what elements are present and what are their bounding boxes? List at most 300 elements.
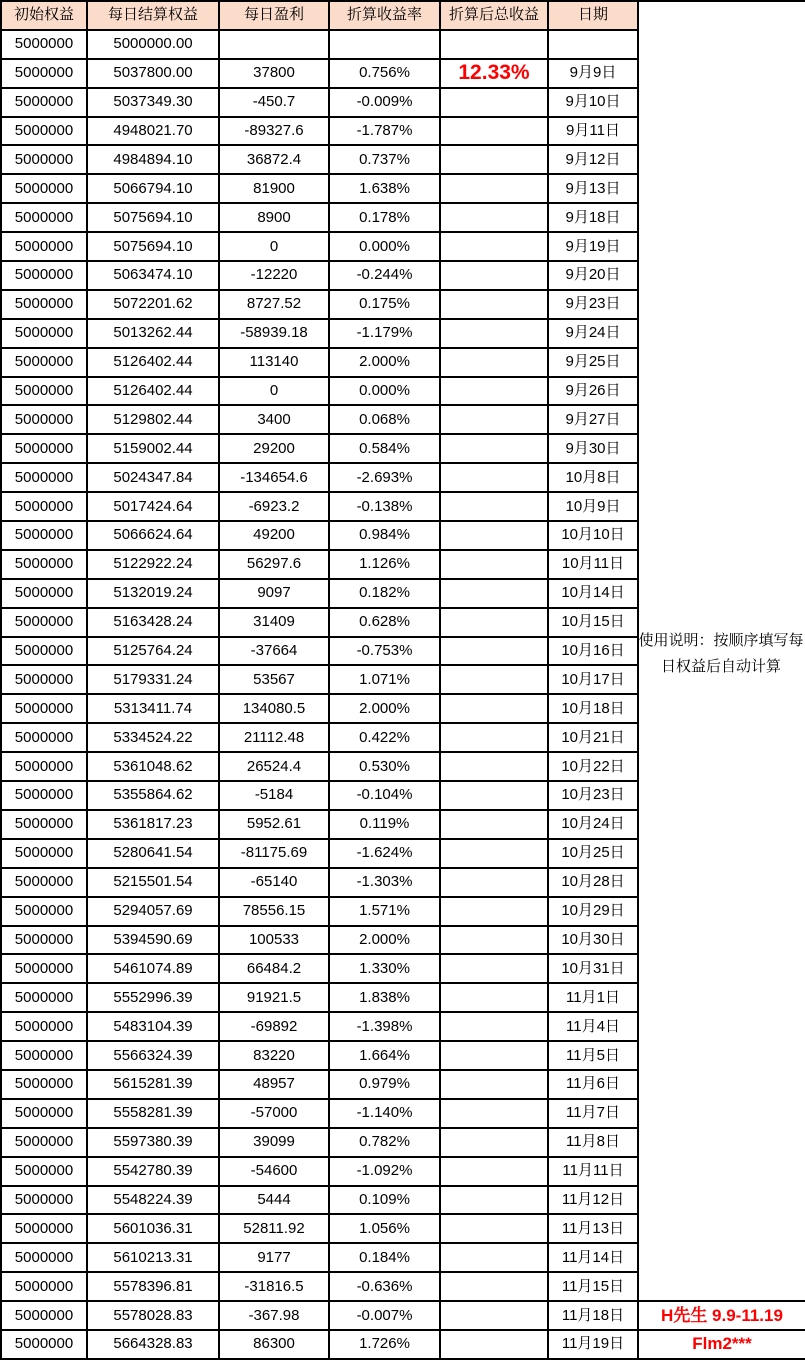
table-cell[interactable]: 9月9日 (548, 59, 638, 88)
table-cell[interactable]: 5000000 (1, 174, 87, 203)
table-cell[interactable]: 10月9日 (548, 492, 638, 521)
table-cell[interactable] (440, 868, 548, 897)
table-cell[interactable]: 5037800.00 (87, 59, 219, 88)
table-cell[interactable]: 5000000 (1, 290, 87, 319)
table-cell[interactable]: 5000000 (1, 839, 87, 868)
table-cell[interactable]: 5075694.10 (87, 232, 219, 261)
table-cell[interactable]: 31409 (219, 608, 329, 637)
table-cell[interactable] (440, 1128, 548, 1157)
table-cell[interactable]: 5000000 (1, 261, 87, 290)
table-row (1, 319, 805, 348)
table-cell[interactable]: 0.068% (329, 405, 440, 434)
table-cell[interactable]: -12220 (219, 261, 329, 290)
table-cell[interactable]: -450.7 (219, 88, 329, 117)
table-cell[interactable]: 0.178% (329, 203, 440, 232)
table-cell[interactable]: 52811.92 (219, 1214, 329, 1243)
table-cell[interactable]: 5000000 (1, 377, 87, 406)
table-cell[interactable]: 9月12日 (548, 145, 638, 174)
table-cell[interactable]: 5000000 (1, 88, 87, 117)
table-cell[interactable]: 5126402.44 (87, 348, 219, 377)
table-cell[interactable]: -69892 (219, 1012, 329, 1041)
table-cell[interactable] (440, 1041, 548, 1070)
table-cell[interactable]: 0.184% (329, 1243, 440, 1272)
table-cell[interactable]: 5063474.10 (87, 261, 219, 290)
table-cell[interactable]: -1.787% (329, 117, 440, 146)
table-cell[interactable]: 2.000% (329, 926, 440, 955)
table-cell[interactable]: 5000000 (1, 1243, 87, 1272)
table-cell[interactable]: -31816.5 (219, 1272, 329, 1301)
table-cell[interactable]: 10月29日 (548, 897, 638, 926)
table-cell[interactable]: 0.530% (329, 752, 440, 781)
table-cell[interactable]: 11月12日 (548, 1186, 638, 1215)
table-cell[interactable]: 5000000 (1, 1272, 87, 1301)
table-cell[interactable]: 3400 (219, 405, 329, 434)
right-region-cell (638, 88, 805, 117)
table-cell[interactable]: 0.584% (329, 434, 440, 463)
table-cell[interactable]: 0.979% (329, 1070, 440, 1099)
table-cell[interactable]: 11月6日 (548, 1070, 638, 1099)
table-cell[interactable] (440, 954, 548, 983)
table-cell[interactable]: 5294057.69 (87, 897, 219, 926)
table-cell[interactable]: 0.422% (329, 723, 440, 752)
table-cell[interactable]: 5126402.44 (87, 377, 219, 406)
table-cell[interactable]: 5000000 (1, 694, 87, 723)
table-cell[interactable]: 5000000 (1, 59, 87, 88)
table-cell[interactable] (440, 319, 548, 348)
table-cell[interactable]: 5017424.64 (87, 492, 219, 521)
right-region-cell (638, 377, 805, 406)
table-cell[interactable]: 10月8日 (548, 463, 638, 492)
table-row (1, 1012, 805, 1041)
table-cell[interactable]: 5129802.44 (87, 405, 219, 434)
table-cell[interactable]: 10月10日 (548, 521, 638, 550)
table-cell[interactable]: 5664328.83 (87, 1330, 219, 1359)
table-cell[interactable]: 0.984% (329, 521, 440, 550)
table-cell[interactable]: 9月11日 (548, 117, 638, 146)
table-cell[interactable]: 9月26日 (548, 377, 638, 406)
column-header[interactable]: 每日结算权益 (87, 1, 219, 30)
table-cell[interactable]: 5000000 (1, 723, 87, 752)
table-cell[interactable]: 5000000 (1, 868, 87, 897)
table-cell[interactable]: 2.000% (329, 348, 440, 377)
table-cell[interactable] (219, 30, 329, 59)
table-cell[interactable]: -6923.2 (219, 492, 329, 521)
table-cell[interactable]: 5578028.83 (87, 1301, 219, 1330)
table-cell[interactable]: 39099 (219, 1128, 329, 1157)
table-cell[interactable]: 5132019.24 (87, 579, 219, 608)
right-region-cell (638, 203, 805, 232)
table-cell[interactable]: 12.33% (440, 59, 548, 88)
table-cell[interactable] (440, 348, 548, 377)
table-cell[interactable]: 5066624.64 (87, 521, 219, 550)
table-cell[interactable]: 5280641.54 (87, 839, 219, 868)
table-cell[interactable]: 0.756% (329, 59, 440, 88)
column-header[interactable]: 日期 (548, 1, 638, 30)
table-cell[interactable]: 5952.61 (219, 810, 329, 839)
table-cell[interactable]: 4984894.10 (87, 145, 219, 174)
table-cell[interactable]: 5159002.44 (87, 434, 219, 463)
table-cell[interactable] (440, 897, 548, 926)
table-cell[interactable]: 5461074.89 (87, 954, 219, 983)
table-cell[interactable]: 5000000 (1, 579, 87, 608)
table-cell[interactable] (440, 145, 548, 174)
table-cell[interactable]: -5184 (219, 781, 329, 810)
table-cell[interactable]: 0.000% (329, 377, 440, 406)
right-region-cell (638, 463, 805, 492)
table-cell[interactable]: -1.179% (329, 319, 440, 348)
table-cell[interactable] (440, 723, 548, 752)
column-header[interactable]: 每日盈利 (219, 1, 329, 30)
right-region-cell (638, 1012, 805, 1041)
table-cell[interactable] (440, 203, 548, 232)
table-cell[interactable]: -0.753% (329, 637, 440, 666)
table-cell[interactable]: 81900 (219, 174, 329, 203)
table-cell[interactable]: 5597380.39 (87, 1128, 219, 1157)
table-cell[interactable]: -89327.6 (219, 117, 329, 146)
table-cell[interactable]: 1.638% (329, 174, 440, 203)
column-header[interactable]: 折算收益率 (329, 1, 440, 30)
table-cell[interactable]: 5000000 (1, 521, 87, 550)
table-cell[interactable]: -54600 (219, 1157, 329, 1186)
table-cell[interactable]: 5000000 (1, 405, 87, 434)
table-cell[interactable]: 5000000 (1, 1186, 87, 1215)
table-cell[interactable] (440, 781, 548, 810)
table-cell[interactable]: 5000000 (1, 983, 87, 1012)
table-cell[interactable]: 5542780.39 (87, 1157, 219, 1186)
table-cell[interactable]: 9月23日 (548, 290, 638, 319)
table-cell[interactable] (440, 405, 548, 434)
table-cell[interactable]: 1.664% (329, 1041, 440, 1070)
table-cell[interactable]: 9177 (219, 1243, 329, 1272)
table-row (1, 59, 805, 88)
table-cell[interactable]: 91921.5 (219, 983, 329, 1012)
table-cell[interactable]: 5000000 (1, 1214, 87, 1243)
table-cell[interactable]: 5558281.39 (87, 1099, 219, 1128)
table-cell[interactable]: 10月17日 (548, 665, 638, 694)
table-cell[interactable]: 5000000 (1, 810, 87, 839)
table-cell[interactable]: -0.138% (329, 492, 440, 521)
table-cell[interactable]: 5013262.44 (87, 319, 219, 348)
table-cell[interactable]: 5000000 (1, 550, 87, 579)
table-cell[interactable]: -37664 (219, 637, 329, 666)
table-cell[interactable]: 11月4日 (548, 1012, 638, 1041)
table-cell[interactable]: 0.000% (329, 232, 440, 261)
table-cell[interactable]: 5000000 (1, 665, 87, 694)
table-cell[interactable]: 5601036.31 (87, 1214, 219, 1243)
table-cell[interactable]: 0.628% (329, 608, 440, 637)
table-cell[interactable]: 9月20日 (548, 261, 638, 290)
table-cell[interactable]: 100533 (219, 926, 329, 955)
column-header[interactable]: 折算后总收益 (440, 1, 548, 30)
table-cell[interactable]: 11月15日 (548, 1272, 638, 1301)
table-cell[interactable] (440, 88, 548, 117)
table-cell[interactable] (440, 1301, 548, 1330)
table-cell[interactable] (548, 30, 638, 59)
table-cell[interactable]: 5444 (219, 1186, 329, 1215)
right-region-cell (638, 1041, 805, 1070)
table-cell[interactable]: 5610213.31 (87, 1243, 219, 1272)
table-cell[interactable] (440, 983, 548, 1012)
table-cell[interactable] (440, 694, 548, 723)
table-cell[interactable]: 0 (219, 377, 329, 406)
right-region-cell (638, 752, 805, 781)
table-cell[interactable]: 10月15日 (548, 608, 638, 637)
table-cell[interactable]: 11月14日 (548, 1243, 638, 1272)
owner-label[interactable]: H先生 9.9-11.19 (638, 1301, 805, 1330)
table-cell[interactable]: 5000000 (1, 117, 87, 146)
table-cell[interactable]: 5000000 (1, 492, 87, 521)
table-cell[interactable]: 9097 (219, 579, 329, 608)
table-cell[interactable]: 5122922.24 (87, 550, 219, 579)
right-region-cell (638, 723, 805, 752)
table-cell[interactable]: 9月30日 (548, 434, 638, 463)
table-row (1, 463, 805, 492)
table-cell[interactable]: 5000000 (1, 1012, 87, 1041)
table-cell[interactable]: 10月22日 (548, 752, 638, 781)
table-cell[interactable]: 5066794.10 (87, 174, 219, 203)
table-cell[interactable]: 10月11日 (548, 550, 638, 579)
table-cell[interactable] (440, 579, 548, 608)
table-cell[interactable] (440, 290, 548, 319)
table-cell[interactable]: 56297.6 (219, 550, 329, 579)
table-cell[interactable]: 5355864.62 (87, 781, 219, 810)
table-cell[interactable]: 5000000 (1, 897, 87, 926)
table-cell[interactable] (440, 1099, 548, 1128)
table-cell[interactable]: 10月28日 (548, 868, 638, 897)
right-region-cell (638, 1272, 805, 1301)
table-cell[interactable]: 1.726% (329, 1330, 440, 1359)
table-cell[interactable]: 10月31日 (548, 954, 638, 983)
table-cell[interactable]: 5000000 (1, 1301, 87, 1330)
table-cell[interactable] (440, 377, 548, 406)
table-cell[interactable] (440, 1157, 548, 1186)
table-cell[interactable]: 10月14日 (548, 579, 638, 608)
table-cell[interactable]: 5000000 (1, 319, 87, 348)
table-cell[interactable]: 1.571% (329, 897, 440, 926)
table-cell[interactable]: 11月8日 (548, 1128, 638, 1157)
table-cell[interactable]: 5000000 (1, 1041, 87, 1070)
table-cell[interactable]: 5163428.24 (87, 608, 219, 637)
table-cell[interactable]: 5000000 (1, 1330, 87, 1359)
table-cell[interactable]: 5037349.30 (87, 88, 219, 117)
table-cell[interactable]: 5072201.62 (87, 290, 219, 319)
table-cell[interactable]: 5548224.39 (87, 1186, 219, 1215)
table-cell[interactable]: 5000000 (1, 752, 87, 781)
table-cell[interactable]: 1.071% (329, 665, 440, 694)
table-cell[interactable]: 9月10日 (548, 88, 638, 117)
table-cell[interactable]: -1.303% (329, 868, 440, 897)
table-cell[interactable]: 5000000 (1, 1157, 87, 1186)
table-cell[interactable]: 5313411.74 (87, 694, 219, 723)
table-cell[interactable] (440, 839, 548, 868)
table-cell[interactable] (440, 492, 548, 521)
table-cell[interactable]: 5615281.39 (87, 1070, 219, 1099)
table-cell[interactable]: 11月13日 (548, 1214, 638, 1243)
table-cell[interactable]: 36872.4 (219, 145, 329, 174)
table-cell[interactable]: -57000 (219, 1099, 329, 1128)
table-cell[interactable] (440, 1214, 548, 1243)
table-cell[interactable]: 5000000 (1, 434, 87, 463)
table-cell[interactable] (440, 434, 548, 463)
table-cell[interactable] (440, 1070, 548, 1099)
table-cell[interactable]: 8900 (219, 203, 329, 232)
table-cell[interactable]: 10月25日 (548, 839, 638, 868)
table-cell[interactable] (440, 752, 548, 781)
table-cell[interactable]: -367.98 (219, 1301, 329, 1330)
table-cell[interactable]: 5125764.24 (87, 637, 219, 666)
table-cell[interactable]: 1.838% (329, 983, 440, 1012)
table-cell[interactable]: 0.737% (329, 145, 440, 174)
table-cell[interactable] (440, 117, 548, 146)
table-cell[interactable]: 0.119% (329, 810, 440, 839)
table-cell[interactable]: 11月7日 (548, 1099, 638, 1128)
table-cell[interactable]: 5000000 (1, 1099, 87, 1128)
table-cell[interactable] (440, 926, 548, 955)
table-cell[interactable]: -81175.69 (219, 839, 329, 868)
table-cell[interactable]: 134080.5 (219, 694, 329, 723)
table-cell[interactable]: 5483104.39 (87, 1012, 219, 1041)
table-cell[interactable] (440, 1330, 548, 1359)
table-cell[interactable]: 5000000 (1, 232, 87, 261)
table-cell[interactable]: 0.782% (329, 1128, 440, 1157)
table-cell[interactable]: 9月19日 (548, 232, 638, 261)
table-cell[interactable]: 5000000 (1, 1128, 87, 1157)
table-cell[interactable]: 5361048.62 (87, 752, 219, 781)
account-label[interactable]: Flm2*** (638, 1330, 805, 1359)
table-cell[interactable]: 1.056% (329, 1214, 440, 1243)
table-row (1, 174, 805, 203)
table-cell[interactable]: 5000000 (1, 926, 87, 955)
table-cell[interactable]: 5000000.00 (87, 30, 219, 59)
table-cell[interactable]: 11月19日 (548, 1330, 638, 1359)
table-cell[interactable] (440, 608, 548, 637)
table-cell[interactable] (440, 1243, 548, 1272)
table-cell[interactable] (329, 30, 440, 59)
table-cell[interactable]: 9月27日 (548, 405, 638, 434)
table-cell[interactable] (440, 1186, 548, 1215)
table-cell[interactable] (440, 521, 548, 550)
table-cell[interactable] (440, 637, 548, 666)
table-cell[interactable]: -1.398% (329, 1012, 440, 1041)
table-cell[interactable]: 5000000 (1, 463, 87, 492)
table-cell[interactable] (440, 30, 548, 59)
table-cell[interactable]: 37800 (219, 59, 329, 88)
table-cell[interactable]: 66484.2 (219, 954, 329, 983)
table-cell[interactable]: -2.693% (329, 463, 440, 492)
table-cell[interactable]: -65140 (219, 868, 329, 897)
table-cell[interactable] (440, 665, 548, 694)
table-cell[interactable]: 5075694.10 (87, 203, 219, 232)
table-cell[interactable]: 2.000% (329, 694, 440, 723)
table-cell[interactable] (440, 463, 548, 492)
table-cell[interactable]: 10月18日 (548, 694, 638, 723)
table-cell[interactable]: -0.244% (329, 261, 440, 290)
table-cell[interactable]: 4948021.70 (87, 117, 219, 146)
table-cell[interactable] (440, 1272, 548, 1301)
table-cell[interactable]: 83220 (219, 1041, 329, 1070)
table-cell[interactable]: 8727.52 (219, 290, 329, 319)
table-cell[interactable]: -1.092% (329, 1157, 440, 1186)
table-cell[interactable]: 78556.15 (219, 897, 329, 926)
table-cell[interactable]: 10月23日 (548, 781, 638, 810)
table-cell[interactable]: 26524.4 (219, 752, 329, 781)
table-cell[interactable]: 113140 (219, 348, 329, 377)
table-cell[interactable]: 5000000 (1, 348, 87, 377)
table-cell[interactable]: 5000000 (1, 30, 87, 59)
table-cell[interactable]: -0.007% (329, 1301, 440, 1330)
table-cell[interactable] (440, 261, 548, 290)
table-cell[interactable]: 5394590.69 (87, 926, 219, 955)
table-cell[interactable]: -0.636% (329, 1272, 440, 1301)
table-cell[interactable]: 10月16日 (548, 637, 638, 666)
table-cell[interactable]: 21112.48 (219, 723, 329, 752)
table-cell[interactable]: 0.182% (329, 579, 440, 608)
table-cell[interactable]: 5566324.39 (87, 1041, 219, 1070)
table-cell[interactable]: 0 (219, 232, 329, 261)
table-cell[interactable]: 5552996.39 (87, 983, 219, 1012)
table-cell[interactable]: 11月18日 (548, 1301, 638, 1330)
table-cell[interactable]: -0.104% (329, 781, 440, 810)
table-cell[interactable]: 10月21日 (548, 723, 638, 752)
table-cell[interactable]: 9月25日 (548, 348, 638, 377)
table-cell[interactable] (440, 232, 548, 261)
table-cell[interactable]: 5000000 (1, 781, 87, 810)
table-cell[interactable]: 0.175% (329, 290, 440, 319)
table-cell[interactable]: 5000000 (1, 203, 87, 232)
table-cell[interactable]: 5000000 (1, 954, 87, 983)
table-cell[interactable]: 5179331.24 (87, 665, 219, 694)
table-cell[interactable]: 86300 (219, 1330, 329, 1359)
table-cell[interactable]: 0.109% (329, 1186, 440, 1215)
table-cell[interactable]: 10月30日 (548, 926, 638, 955)
table-cell[interactable]: 29200 (219, 434, 329, 463)
table-cell[interactable]: 5215501.54 (87, 868, 219, 897)
table-cell[interactable]: 48957 (219, 1070, 329, 1099)
column-header[interactable]: 初始权益 (1, 1, 87, 30)
table-cell[interactable] (440, 1012, 548, 1041)
table-cell[interactable] (440, 810, 548, 839)
table-cell[interactable]: 5000000 (1, 608, 87, 637)
table-row (1, 232, 805, 261)
table-cell[interactable]: 5000000 (1, 637, 87, 666)
table-cell[interactable]: 9月24日 (548, 319, 638, 348)
table-cell[interactable]: 9月13日 (548, 174, 638, 203)
table-cell[interactable]: -1.140% (329, 1099, 440, 1128)
table-cell[interactable]: -1.624% (329, 839, 440, 868)
table-cell[interactable]: 49200 (219, 521, 329, 550)
table-row (1, 723, 805, 752)
table-cell[interactable] (440, 174, 548, 203)
table-cell[interactable]: 53567 (219, 665, 329, 694)
table-cell[interactable]: 5000000 (1, 1070, 87, 1099)
table-cell[interactable]: 11月1日 (548, 983, 638, 1012)
table-cell[interactable]: 1.330% (329, 954, 440, 983)
table-cell[interactable]: 9月18日 (548, 203, 638, 232)
table-cell[interactable]: 11月11日 (548, 1157, 638, 1186)
table-cell[interactable]: 10月24日 (548, 810, 638, 839)
table-cell[interactable]: 5361817.23 (87, 810, 219, 839)
table-cell[interactable]: -58939.18 (219, 319, 329, 348)
table-cell[interactable]: 11月5日 (548, 1041, 638, 1070)
table-cell[interactable]: -134654.6 (219, 463, 329, 492)
table-cell[interactable]: 5334524.22 (87, 723, 219, 752)
table-cell[interactable]: -0.009% (329, 88, 440, 117)
table-cell[interactable]: 5000000 (1, 145, 87, 174)
table-cell[interactable]: 1.126% (329, 550, 440, 579)
table-cell[interactable]: 5024347.84 (87, 463, 219, 492)
table-cell[interactable]: 5578396.81 (87, 1272, 219, 1301)
table-cell[interactable] (440, 550, 548, 579)
